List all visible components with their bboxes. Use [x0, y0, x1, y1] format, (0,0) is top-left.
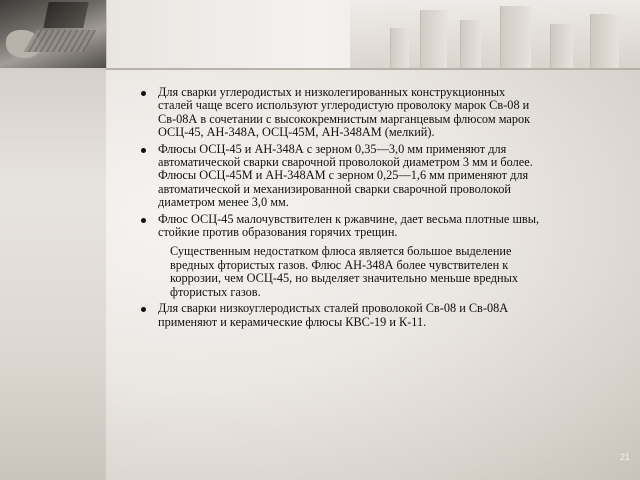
building-image [500, 6, 531, 68]
bullet-list [138, 86, 542, 329]
bullet-item [138, 86, 542, 140]
bullet-dot-icon [141, 91, 146, 96]
laptop-screen-image [43, 2, 89, 28]
paragraph-item [138, 245, 542, 299]
bullet-item [138, 213, 542, 240]
bullet-text: Для сварки углеродистых и низколегированных конструкционных сталей чаще всего используют углеродистую проволоку марок Св-08 и Св-08А в сочетании с высококремнистым марганцевым флюсом марок ОСЦ-45, АН-348А, ОСЦ-45М, АН-348АМ (мелкий). [158, 85, 531, 140]
bullet-dot-icon [141, 218, 146, 223]
bullet-item [138, 143, 542, 210]
bullet-dot-icon [141, 307, 146, 312]
building-image [590, 14, 619, 68]
bullet-dot-icon [141, 148, 146, 153]
bullet-text: Флюсы ОСЦ-45 и АН-348А с зерном 0,35—3,0 мм применяют для автоматической сварки сварочной проволокой диаметром 3 мм и более. Флюсы ОСЦ-45М и АН-348АМ с зерном 0,25—1,6 мм применяют для автоматической и механизированной сварки сварочной проволокой диаметром менее 3,0 мм. [158, 141, 533, 210]
header-divider [106, 68, 640, 70]
building-image [460, 20, 481, 68]
laptop-photo [0, 0, 106, 70]
building-image [420, 10, 447, 68]
city-photo [350, 0, 640, 68]
header-divider-vertical [106, 0, 107, 68]
building-image [550, 24, 573, 68]
bullet-item [138, 302, 542, 329]
laptop-keyboard-image [24, 30, 97, 52]
slide-content [138, 86, 542, 332]
paragraph-text: Существенным недостатком флюса является большое выделение вредных фтористых газов. Флюс АН-348А более чувствителен к коррозии, чем ОСЦ-45, но выделяет значительно меньше вредных фтористых газов. [170, 244, 519, 299]
bullet-text: Для сварки низкоуглеродистых сталей проволокой Св-08 и Св-08А применяют и керамические флюсы КВС-19 и К-11. [158, 301, 509, 329]
left-photo-column [0, 68, 106, 480]
building-image [390, 28, 409, 68]
page-number: 21 [619, 452, 630, 462]
bullet-text: Флюс ОСЦ-45 малочувствителен к ржавчине, дает весьма плотные швы, стойкие против образования горячих трещин. [158, 211, 540, 240]
